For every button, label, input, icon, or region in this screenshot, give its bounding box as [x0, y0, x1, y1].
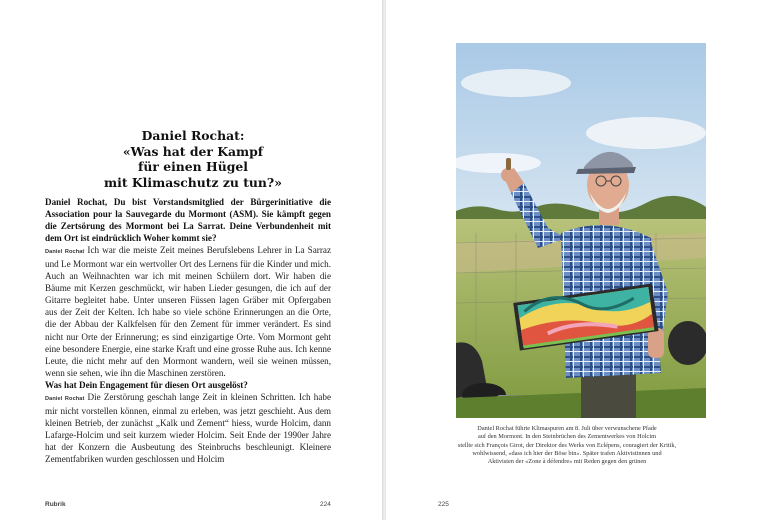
- right-page: [386, 0, 768, 520]
- title-line: «Was hat der Kampf: [122, 143, 264, 159]
- caption-line: Daniel Rochat führte Klimaspuren am 8. Juli über verwunschene Pfade: [477, 425, 657, 432]
- answer-1-text: Ich war die meiste Zeit meines Berufslebens Lehrer in La Sarraz und Le Mormont war ein wertvoller Ort des Lernens für die Kinder und mich. Auch an Weihnachten war ich mit meinen Schülern dort. Wir haben die Bäume mit Kerzen geschmückt, wir haben Lieder gesungen, die ich auf der Gitarre begleitet habe. Unter unseren Füssen lagen Gräber mit Opfergaben aus der Zeit der Kelten. Ich habe so viele schöne Erinnerungen an die Orte, die der Abbau der Kalkfelsen für den Zement für immer verändert. Es sind nicht nur Orte der Erinnerung; es sind einzigartige Orte. Vom Mormont geht eine besondere Energie, eine starke Kraft und eine grosse Ruhe aus. Ich kenne Leute, die nicht mehr auf den Mormont wandern, weil sie weinen müssen, wenn sie sehen, wie ihn die Maschinen zerstören.: [45, 245, 331, 378]
- answer-2: [45, 391, 331, 465]
- photo-caption: [444, 425, 690, 467]
- question-1: Daniel Rochat, Du bist Vorstandsmitglied der Bürgerinitiative die Association pour la Sauvegarde du Mormont (ASM). Sie kämpft gegen die Zertsörung des Mormont bei La Sarrat. Deine Verbundenheit mit dem Ort ist eindrücklich Woher kommt sie?: [45, 197, 331, 244]
- answer-2-text: Die Zerstörung geschah lange Zeit in kleinen Schritten. Ich habe mir nicht vorstellen können, einmal zu erleben, was jetzt geschieht. Aus dem kleinen Betrieb, der zunächst „Kalk und Zement“ hiess, wurde Holcim, dann Lafarge-Holcim und seit kurzem wieder Holcim. Seit Ende der 1990er Jahre hat der Konzern die Ausbeutung des Steinbruchs beschleunigt. Kleinere Zementfabriken wurden geschlossen und Holcim: [45, 391, 331, 464]
- title-line: Daniel Rochat:: [141, 128, 245, 143]
- speaker-label: Daniel Rochat: [45, 249, 85, 256]
- article-body: [45, 196, 331, 465]
- caption-line: Aktivisten der «Zone à défendre» mit Reden gegen den grünen: [487, 458, 647, 466]
- title-line: für einen Hügel: [138, 159, 248, 175]
- article-title: [40, 128, 346, 190]
- caption-line: auf den Mormont. In den Steinbrüchen des Zementwerkes von Holcim: [477, 433, 657, 441]
- title-line: mit Klimaschutz zu tun?»: [104, 174, 282, 190]
- caption-line: stellte sich François Girot, der Direktor des Werks von Eclépens, couragiert der Kritik,: [457, 441, 677, 449]
- page-number-right: 225: [438, 501, 449, 508]
- speaker-label: Daniel Rochat: [45, 395, 85, 402]
- photo-daniel-rochat-icon: [456, 43, 706, 418]
- caption-line: wohlwissend, «dass ich hier der Böse bin». Später trafen Aktivistinnen und: [472, 450, 662, 458]
- page-number-left: 224: [320, 501, 331, 508]
- answer-1: [45, 244, 331, 379]
- section-label: Rubrik: [45, 501, 66, 508]
- question-2: Was hat Dein Engagement für diesen Ort ausgelöst?: [45, 379, 248, 390]
- left-page: [0, 0, 382, 520]
